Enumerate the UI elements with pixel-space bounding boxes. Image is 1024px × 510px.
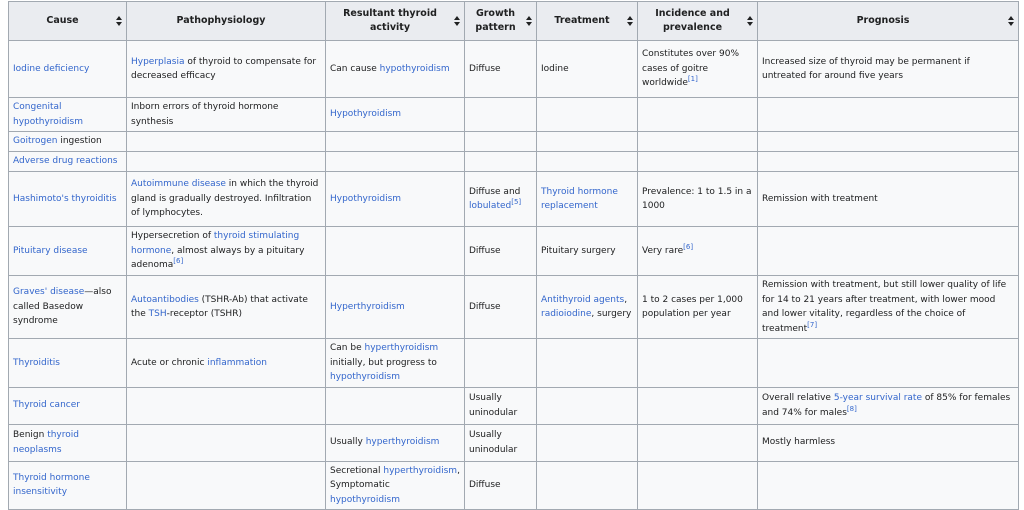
table-body	[9, 41, 1019, 510]
table-row	[9, 98, 1019, 132]
citation-link[interactable]: [8]	[846, 404, 857, 413]
cell-prognosis	[758, 98, 1019, 132]
wiki-link[interactable]: Hyperthyroidism	[330, 301, 405, 312]
cell-treatment	[537, 387, 638, 424]
cell-pathophysiology	[127, 461, 326, 510]
wiki-link[interactable]: hyperthyroidism	[364, 343, 439, 353]
citation	[847, 405, 857, 413]
col-header-incidence[interactable]	[638, 2, 758, 41]
cell-resultant-activity	[326, 461, 465, 510]
cell-growth-pattern	[465, 132, 537, 152]
sort-arrows-icon[interactable]	[116, 15, 122, 27]
cell-pathophysiology	[127, 227, 326, 276]
citation	[688, 75, 698, 83]
cell-cause	[9, 461, 127, 510]
cell-prognosis	[758, 276, 1019, 339]
cell-prognosis	[758, 387, 1019, 424]
cell-text: ingestion	[57, 136, 102, 147]
wiki-link[interactable]: hypothyroidism	[330, 372, 400, 382]
wiki-link[interactable]: inflammation	[207, 357, 268, 368]
cell-treatment	[537, 424, 638, 461]
cell-cause	[9, 172, 127, 227]
cell-text: (TSHR-Ab) that activate the	[131, 294, 308, 319]
cell-cause	[9, 387, 127, 424]
cell-incidence	[638, 98, 758, 132]
table-row	[9, 424, 1019, 461]
cell-text: Usually uninodular	[469, 430, 518, 455]
wiki-link[interactable]: hypothyroidism	[379, 63, 450, 74]
cell-cause	[9, 41, 127, 98]
cell-prognosis	[758, 461, 1019, 510]
col-header-label: Treatment	[554, 15, 610, 26]
table-row	[9, 152, 1019, 172]
cell-growth-pattern	[465, 152, 537, 172]
cell-growth-pattern	[465, 98, 537, 132]
wiki-link[interactable]: Thyroid cancer	[13, 400, 80, 411]
wiki-link[interactable]: hyperthyroidism	[383, 465, 458, 476]
sort-arrows-icon[interactable]	[747, 15, 753, 27]
cell-growth-pattern	[465, 461, 537, 510]
cell-text: of thyroid to compensate for decreased efficacy	[131, 56, 317, 81]
cell-incidence	[638, 152, 758, 172]
citation-link[interactable]: [6]	[173, 257, 184, 266]
cell-text: Can cause	[330, 63, 380, 74]
cell-text: Increased size of thyroid may be permanent if untreated for around five years	[762, 56, 970, 81]
cell-growth-pattern	[465, 172, 537, 227]
cell-treatment	[537, 172, 638, 227]
cell-text: Prevalence: 1 to 1.5 in a 1000	[642, 186, 752, 211]
cell-text: Benign	[13, 430, 48, 440]
cell-incidence	[638, 424, 758, 461]
wiki-link[interactable]: thyroid neoplasms	[13, 430, 79, 455]
cell-text: Usually	[330, 437, 366, 448]
cell-prognosis	[758, 339, 1019, 388]
cell-prognosis	[758, 424, 1019, 461]
col-header-label: Pathophysiology	[176, 15, 266, 26]
cell-growth-pattern	[465, 276, 537, 339]
wiki-link[interactable]: Adverse drug reactions	[13, 156, 118, 167]
cell-incidence	[638, 339, 758, 388]
col-header-resultant-activity[interactable]	[326, 2, 465, 41]
cell-incidence	[638, 227, 758, 276]
table-row	[9, 227, 1019, 276]
col-header-prognosis[interactable]	[758, 2, 1019, 41]
cell-text: of 85% for females and 74% for males	[762, 393, 1011, 418]
cell-pathophysiology	[127, 152, 326, 172]
cell-text: Acute or chronic	[131, 357, 208, 368]
wiki-link[interactable]: Thyroid hormone insensitivity	[13, 472, 90, 498]
cell-cause	[9, 424, 127, 461]
wiki-link[interactable]: Hyperplasia	[131, 56, 185, 67]
cell-text: Very rare	[642, 245, 684, 256]
wiki-link[interactable]: Autoantibodies	[131, 294, 199, 305]
citation	[173, 257, 183, 265]
cell-text: Remission with treatment, but still lower quality of life for 14 to 21 years after treatment, with lower mood and lower vitality, regardless of the choice of treatment	[762, 280, 1007, 334]
cell-cause	[9, 98, 127, 132]
cell-pathophysiology	[127, 98, 326, 132]
cell-prognosis	[758, 227, 1019, 276]
wiki-link[interactable]: Congenital hypothyroidism	[13, 102, 83, 127]
cell-resultant-activity	[326, 387, 465, 424]
col-header-label: Growth pattern	[475, 8, 516, 33]
cell-incidence	[638, 461, 758, 510]
cell-text: Constitutes over 90% cases of goitre worldwide	[642, 49, 739, 89]
col-header-pathophysiology	[127, 2, 326, 41]
cell-treatment	[537, 227, 638, 276]
cell-text: Can be	[330, 343, 365, 353]
table-row	[9, 132, 1019, 152]
col-header-label: Resultant thyroid activity	[343, 8, 437, 33]
sort-arrows-icon[interactable]	[1008, 15, 1014, 27]
cell-resultant-activity	[326, 152, 465, 172]
cell-text: Diffuse and	[469, 186, 521, 197]
cell-prognosis	[758, 41, 1019, 98]
sort-arrows-icon[interactable]	[526, 15, 532, 27]
cell-growth-pattern	[465, 339, 537, 388]
cell-growth-pattern	[465, 424, 537, 461]
wiki-link[interactable]: Graves' disease	[13, 287, 85, 298]
cell-growth-pattern	[465, 387, 537, 424]
cell-text: ,	[624, 294, 628, 305]
citation-link[interactable]: [1]	[687, 75, 698, 84]
cell-incidence	[638, 387, 758, 424]
cell-text: -receptor (TSHR)	[166, 309, 242, 319]
cell-resultant-activity	[326, 276, 465, 339]
wiki-link[interactable]: Autoimmune disease	[131, 179, 226, 190]
table-row	[9, 461, 1019, 510]
cell-text: Diffuse	[469, 301, 501, 312]
wiki-link[interactable]: thyroid stimulating hormone	[131, 231, 300, 256]
table-header-row	[9, 2, 1019, 41]
citation	[807, 321, 817, 329]
cell-prognosis	[758, 132, 1019, 152]
cell-treatment	[537, 276, 638, 339]
wiki-link[interactable]: hyperthyroidism	[365, 437, 440, 448]
table-row	[9, 387, 1019, 424]
cell-cause	[9, 152, 127, 172]
cell-pathophysiology	[127, 132, 326, 152]
col-header-label: Prognosis	[856, 15, 910, 26]
cell-text: Remission with treatment	[762, 193, 878, 204]
cell-text: Iodine	[541, 63, 569, 74]
table-row	[9, 41, 1019, 98]
wiki-link[interactable]: Hashimoto's thyroiditis	[13, 193, 117, 204]
cell-text: initially, but progress to	[330, 357, 437, 368]
cell-text: , Symptomatic	[330, 465, 460, 490]
cell-treatment	[537, 461, 638, 510]
cell-text: Hypersecretion of	[131, 231, 214, 242]
cell-text: , almost always by a pituitary adenoma	[131, 245, 305, 271]
cell-text: Inborn errors of thyroid hormone synthesis	[131, 102, 279, 127]
cell-growth-pattern	[465, 41, 537, 98]
cell-pathophysiology	[127, 172, 326, 227]
table-row	[9, 172, 1019, 227]
wiki-link[interactable]: 5-year survival rate	[833, 393, 923, 403]
wiki-link[interactable]: Pituitary disease	[13, 245, 88, 256]
cell-treatment	[537, 41, 638, 98]
cell-text: Diffuse	[469, 480, 501, 490]
wiki-link[interactable]: Thyroiditis	[13, 357, 60, 368]
cell-text: Usually uninodular	[469, 393, 518, 418]
cell-pathophysiology	[127, 424, 326, 461]
sort-arrows-icon[interactable]	[454, 15, 460, 27]
cell-cause	[9, 339, 127, 388]
cell-prognosis	[758, 172, 1019, 227]
cell-incidence	[638, 132, 758, 152]
cell-treatment	[537, 132, 638, 152]
wiki-link[interactable]: TSH	[148, 309, 167, 319]
citation-link[interactable]: [5]	[511, 198, 522, 206]
table-row	[9, 276, 1019, 339]
wiki-link[interactable]: Iodine deficiency	[13, 63, 90, 74]
wiki-link[interactable]: Goitrogen	[13, 136, 58, 147]
cell-text: , surgery	[591, 309, 632, 319]
cell-text: Mostly harmless	[762, 437, 836, 448]
cell-resultant-activity	[326, 227, 465, 276]
cell-resultant-activity	[326, 41, 465, 98]
citation	[511, 198, 521, 206]
cell-text: in which the thyroid gland is gradually destroyed. Infiltration of lymphocytes.	[131, 179, 319, 219]
citation-link[interactable]: [6]	[683, 242, 694, 251]
cell-growth-pattern	[465, 227, 537, 276]
cell-text: Overall relative	[762, 393, 834, 403]
cell-treatment	[537, 339, 638, 388]
wiki-link[interactable]: lobulated	[469, 201, 512, 211]
col-header-treatment[interactable]	[537, 2, 638, 41]
cell-resultant-activity	[326, 132, 465, 152]
cell-pathophysiology	[127, 339, 326, 388]
cell-treatment	[537, 98, 638, 132]
cell-text: Diffuse	[469, 245, 501, 256]
cell-cause	[9, 276, 127, 339]
wiki-link[interactable]: Hypothyroidism	[330, 109, 402, 120]
cell-text: Pituitary surgery	[541, 245, 616, 256]
cell-incidence	[638, 41, 758, 98]
cell-pathophysiology	[127, 41, 326, 98]
cell-prognosis	[758, 152, 1019, 172]
cell-text: 1 to 2 cases per 1,000 population per year	[642, 294, 743, 319]
table-row	[9, 339, 1019, 388]
cell-resultant-activity	[326, 339, 465, 388]
cell-resultant-activity	[326, 98, 465, 132]
col-header-label: Incidence and prevalence	[655, 8, 730, 33]
citation-link[interactable]: [7]	[807, 320, 818, 329]
wiki-link[interactable]: Hypothyroidism	[330, 193, 402, 204]
cell-pathophysiology	[127, 276, 326, 339]
cell-resultant-activity	[326, 172, 465, 227]
col-header-growth-pattern[interactable]	[465, 2, 537, 41]
cell-treatment	[537, 152, 638, 172]
cell-cause	[9, 132, 127, 152]
wiki-link[interactable]: radioiodine	[541, 309, 592, 319]
wiki-link[interactable]: Thyroid hormone replacement	[541, 186, 618, 211]
goitre-causes-table	[8, 1, 1019, 510]
cell-incidence	[638, 276, 758, 339]
cell-text: Diffuse	[469, 63, 501, 74]
citation	[683, 243, 693, 251]
cell-incidence	[638, 172, 758, 227]
cell-resultant-activity	[326, 424, 465, 461]
cell-pathophysiology	[127, 387, 326, 424]
col-header-label: Cause	[46, 15, 79, 26]
cell-cause	[9, 227, 127, 276]
cell-text: Secretional	[330, 465, 384, 476]
wiki-link[interactable]: Antithyroid agents	[541, 294, 625, 305]
col-header-cause[interactable]	[9, 2, 127, 41]
cell-text: —also called Basedow syndrome	[13, 287, 112, 327]
sort-arrows-icon[interactable]	[627, 15, 633, 27]
wiki-link[interactable]: hypothyroidism	[330, 494, 400, 505]
